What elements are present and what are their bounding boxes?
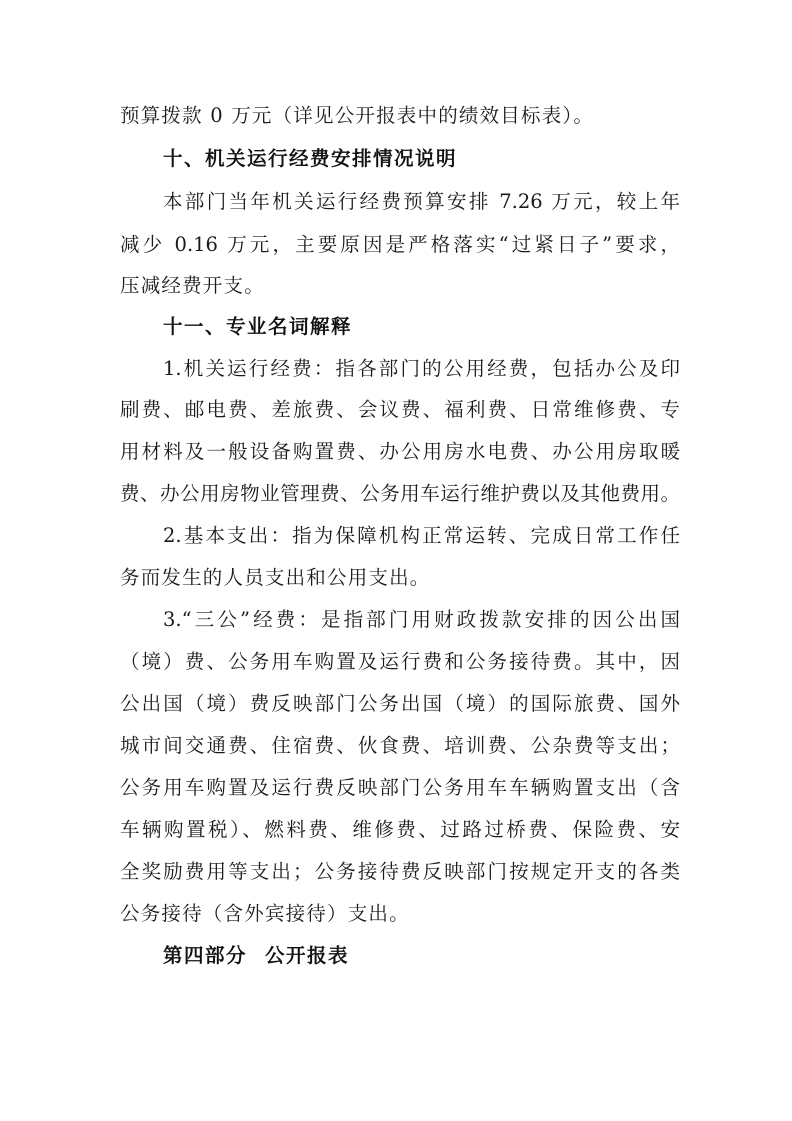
paragraph-line: 3.“三公”经费：是指部门用财政拨款安排的因公出国 <box>163 608 680 631</box>
paragraph-line: （境）费、公务用车购置及运行费和公务接待费。其中，因 <box>120 650 680 673</box>
paragraph-line: 压减经费开支。 <box>120 274 265 297</box>
part-heading <box>163 936 680 976</box>
paragraph-line: 公务用车购置及运行费反映部门公务用车车辆购置支出（含 <box>120 776 680 799</box>
paragraph-line: 预算拨款 0 万元（详见公开报表中的绩效目标表）。 <box>120 104 595 127</box>
paragraph-line: 2.基本支出：指为保障机构正常运转、完成日常工作任 <box>163 524 680 547</box>
paragraph-line: 减少 0.16 万元，主要原因是严格落实“过紧日子”要求， <box>120 233 680 256</box>
paragraph-line: 刷费、邮电费、差旅费、会议费、福利费、日常维修费、专 <box>120 398 680 421</box>
section-heading-10: 十、机关运行经费安排情况说明 <box>163 147 458 170</box>
paragraph-line: 城市间交通费、住宿费、伙食费、培训费、公杂费等支出； <box>120 734 680 757</box>
paragraph-line: 1.机关运行经费：指各部门的公用经费，包括办公及印 <box>163 357 680 380</box>
paragraph-line: 车辆购置税）、燃料费、维修费、过路过桥费、保险费、安 <box>120 818 680 841</box>
paragraph-line: 本部门当年机关运行经费预算安排 7.26 万元，较上年 <box>163 190 680 213</box>
paragraph-line: 费、办公用房物业管理费、公务用车运行维护费以及其他费用。 <box>120 482 680 505</box>
part-heading-number: 第四部分 <box>163 944 248 967</box>
paragraph-line: 全奖励费用等支出；公务接待费反映部门按规定开支的各类 <box>120 860 680 883</box>
paragraph-line: 公出国（境）费反映部门公务出国（境）的国际旅费、国外 <box>120 692 680 715</box>
part-heading-title: 公开报表 <box>265 944 350 967</box>
section-heading-11: 十一、专业名词解释 <box>163 315 353 338</box>
paragraph-line: 用材料及一般设备购置费、办公用房水电费、办公用房取暖 <box>120 440 680 463</box>
paragraph-line: 务而发生的人员支出和公用支出。 <box>120 566 431 589</box>
paragraph-line: 公务接待（含外宾接待）支出。 <box>120 902 410 925</box>
